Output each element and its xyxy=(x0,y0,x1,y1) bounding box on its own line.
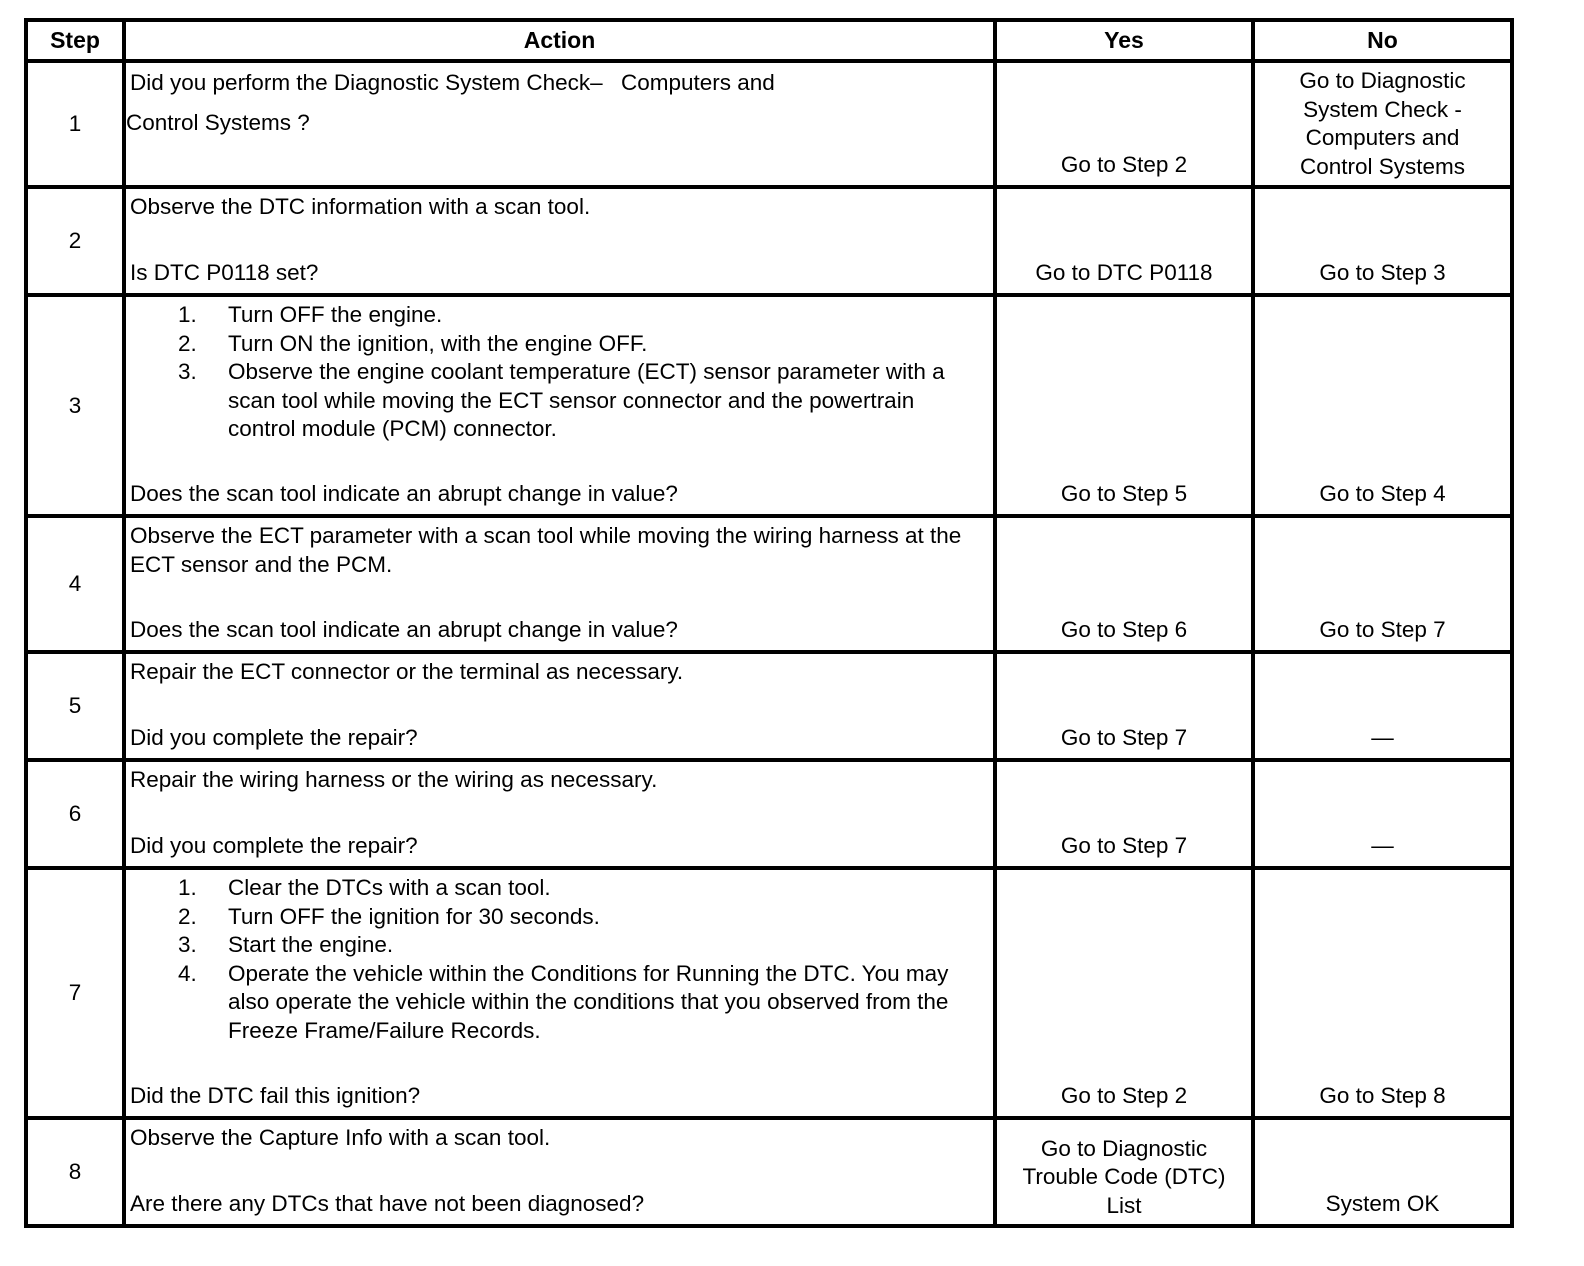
question-text: Did the DTC fail this ignition? xyxy=(130,1082,421,1108)
diagnostic-table xyxy=(24,18,1514,1228)
no-cell xyxy=(1253,760,1512,868)
action-cell xyxy=(124,295,995,516)
table-row xyxy=(26,868,1512,1118)
list-item: 3. Observe the engine coolant temperature (ECT) sensor parameter with a scan tool while moving the ECT sensor connector and the powertrain control module (PCM) connector. xyxy=(178,359,945,441)
yes-result: Go to Step 7 xyxy=(1060,724,1188,750)
table-row xyxy=(26,652,1512,760)
yes-cell xyxy=(995,61,1253,187)
action-cell xyxy=(124,187,995,295)
yes-result: Go to Step 5 xyxy=(1060,480,1188,506)
no-cell xyxy=(1253,516,1512,652)
action-text: Control Systems ? xyxy=(126,109,310,135)
no-cell xyxy=(1253,652,1512,760)
action-cell xyxy=(124,652,995,760)
action-text: Repair the ECT connector or the terminal as necessary. xyxy=(130,659,684,684)
step-number: 8 xyxy=(26,1118,124,1226)
question-text: Does the scan tool indicate an abrupt change in value? xyxy=(130,616,678,642)
yes-cell xyxy=(995,760,1253,868)
list-item: 2. Turn ON the ignition, with the engine OFF. xyxy=(178,330,648,356)
step-number: 4 xyxy=(26,516,124,652)
step-number: 2 xyxy=(26,187,124,295)
no-result: — xyxy=(1371,724,1394,750)
no-result: Go to Step 8 xyxy=(1319,1082,1446,1108)
yes-cell xyxy=(995,868,1253,1118)
yes-result: Go to Step 2 xyxy=(1060,1082,1188,1108)
action-text: Repair the wiring harness or the wiring as necessary. xyxy=(130,767,658,792)
action-cell xyxy=(124,1118,995,1226)
no-result: Go to Step 7 xyxy=(1319,616,1446,642)
table-header-row xyxy=(26,20,1512,61)
yes-cell xyxy=(995,295,1253,516)
action-text: Did you perform the Diagnostic System Check– xyxy=(130,70,603,95)
yes-cell xyxy=(995,1118,1253,1226)
list-item: 3. Start the engine. xyxy=(178,932,394,957)
yes-result: Go to DTC P0118 xyxy=(1035,259,1213,285)
yes-result: Go to Diagnostic Trouble Code (DTC) List xyxy=(1022,1135,1226,1218)
no-result: Go to Step 4 xyxy=(1319,480,1446,506)
question-text: Does the scan tool indicate an abrupt change in value? xyxy=(130,480,678,506)
no-cell xyxy=(1253,61,1512,187)
yes-cell xyxy=(995,187,1253,295)
yes-result: Go to Step 2 xyxy=(1060,151,1188,177)
question-text: Is DTC P0118 set? xyxy=(130,259,319,285)
no-result: Go to Step 3 xyxy=(1319,259,1446,285)
header-yes: Yes xyxy=(995,20,1253,61)
list-item: 2. Turn OFF the ignition for 30 seconds. xyxy=(178,903,600,929)
list-item: 1. Turn OFF the engine. xyxy=(178,302,443,327)
no-result: — xyxy=(1371,832,1394,858)
table-row xyxy=(26,1118,1512,1226)
step-number: 6 xyxy=(26,760,124,868)
action-cell xyxy=(124,516,995,652)
question-text: Did you complete the repair? xyxy=(130,724,418,750)
header-no: No xyxy=(1253,20,1512,61)
step-number: 5 xyxy=(26,652,124,760)
no-cell xyxy=(1253,187,1512,295)
yes-cell xyxy=(995,652,1253,760)
procedure-list xyxy=(130,301,985,444)
table-row xyxy=(26,760,1512,868)
action-text: Computers and xyxy=(620,70,775,95)
step-number: 7 xyxy=(26,868,124,1118)
action-text: Observe the DTC information with a scan tool. xyxy=(130,194,591,219)
no-result: Go to Diagnostic System Check - Computers and Control Systems xyxy=(1299,68,1466,179)
list-item: 4. Operate the vehicle within the Conditions for Running the DTC. You may also operate the vehicle within the conditions that you observed from the Freeze Frame/Failure Records. xyxy=(178,960,949,1043)
table-row xyxy=(26,187,1512,295)
procedure-list xyxy=(130,874,985,1045)
action-cell xyxy=(124,760,995,868)
question-text: Did you complete the repair? xyxy=(130,832,418,858)
no-cell xyxy=(1253,295,1512,516)
action-cell xyxy=(124,868,995,1118)
action-text: Observe the Capture Info with a scan tool. xyxy=(130,1125,551,1150)
header-step: Step xyxy=(26,20,124,61)
table-row xyxy=(26,516,1512,652)
yes-result: Go to Step 6 xyxy=(1060,616,1188,642)
table-row xyxy=(26,61,1512,187)
action-cell xyxy=(124,61,995,187)
list-item: 1. Clear the DTCs with a scan tool. xyxy=(178,875,551,900)
yes-cell xyxy=(995,516,1253,652)
no-result: System OK xyxy=(1325,1190,1440,1216)
action-text: Observe the ECT parameter with a scan tool while moving the wiring harness at the ECT sensor and the PCM. xyxy=(130,523,962,577)
no-cell xyxy=(1253,1118,1512,1226)
step-number: 3 xyxy=(26,295,124,516)
no-cell xyxy=(1253,868,1512,1118)
step-number: 1 xyxy=(26,61,124,187)
table-row xyxy=(26,295,1512,516)
header-action: Action xyxy=(124,20,995,61)
question-text: Are there any DTCs that have not been diagnosed? xyxy=(130,1190,645,1216)
yes-result: Go to Step 7 xyxy=(1060,832,1188,858)
